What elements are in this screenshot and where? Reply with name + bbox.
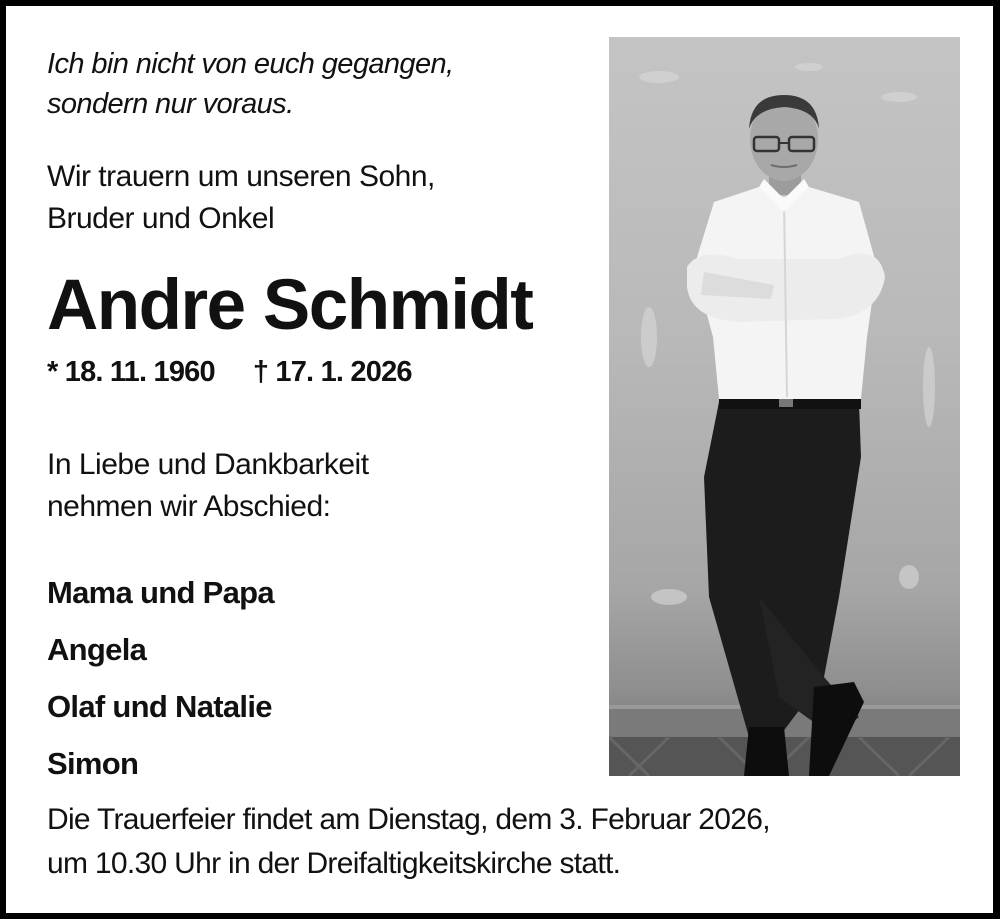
motto-line: sondern nur voraus. xyxy=(47,88,294,120)
family-member: Olaf und Natalie xyxy=(47,689,272,724)
service-line: um 10.30 Uhr in der Dreifaltigkeitskirche statt. xyxy=(47,847,621,880)
portrait-illustration xyxy=(609,37,960,776)
family-member: Simon xyxy=(47,746,139,781)
funeral-service-info xyxy=(47,798,770,886)
farewell-line: nehmen wir Abschied: xyxy=(47,490,331,523)
farewell-line: In Liebe und Dankbarkeit xyxy=(47,448,369,481)
death-date: † 17. 1. 2026 xyxy=(252,356,412,388)
mourning-line: Wir trauern um unseren Sohn, xyxy=(47,160,435,193)
motto-quote xyxy=(47,44,453,124)
mourning-line: Bruder und Onkel xyxy=(47,202,275,235)
family-member: Angela xyxy=(47,632,147,667)
farewell-text xyxy=(47,444,369,528)
birth-date: * 18. 11. 1960 xyxy=(47,356,215,388)
mourning-intro xyxy=(47,156,435,240)
life-dates xyxy=(47,352,412,392)
deceased-name: Andre Schmidt xyxy=(47,266,533,345)
portrait-photo xyxy=(609,37,960,776)
service-line: Die Trauerfeier findet am Dienstag, dem 3. Februar 2026, xyxy=(47,803,770,836)
family-member: Mama und Papa xyxy=(47,575,274,610)
family-list xyxy=(47,564,274,792)
motto-line: Ich bin nicht von euch gegangen, xyxy=(47,48,454,80)
